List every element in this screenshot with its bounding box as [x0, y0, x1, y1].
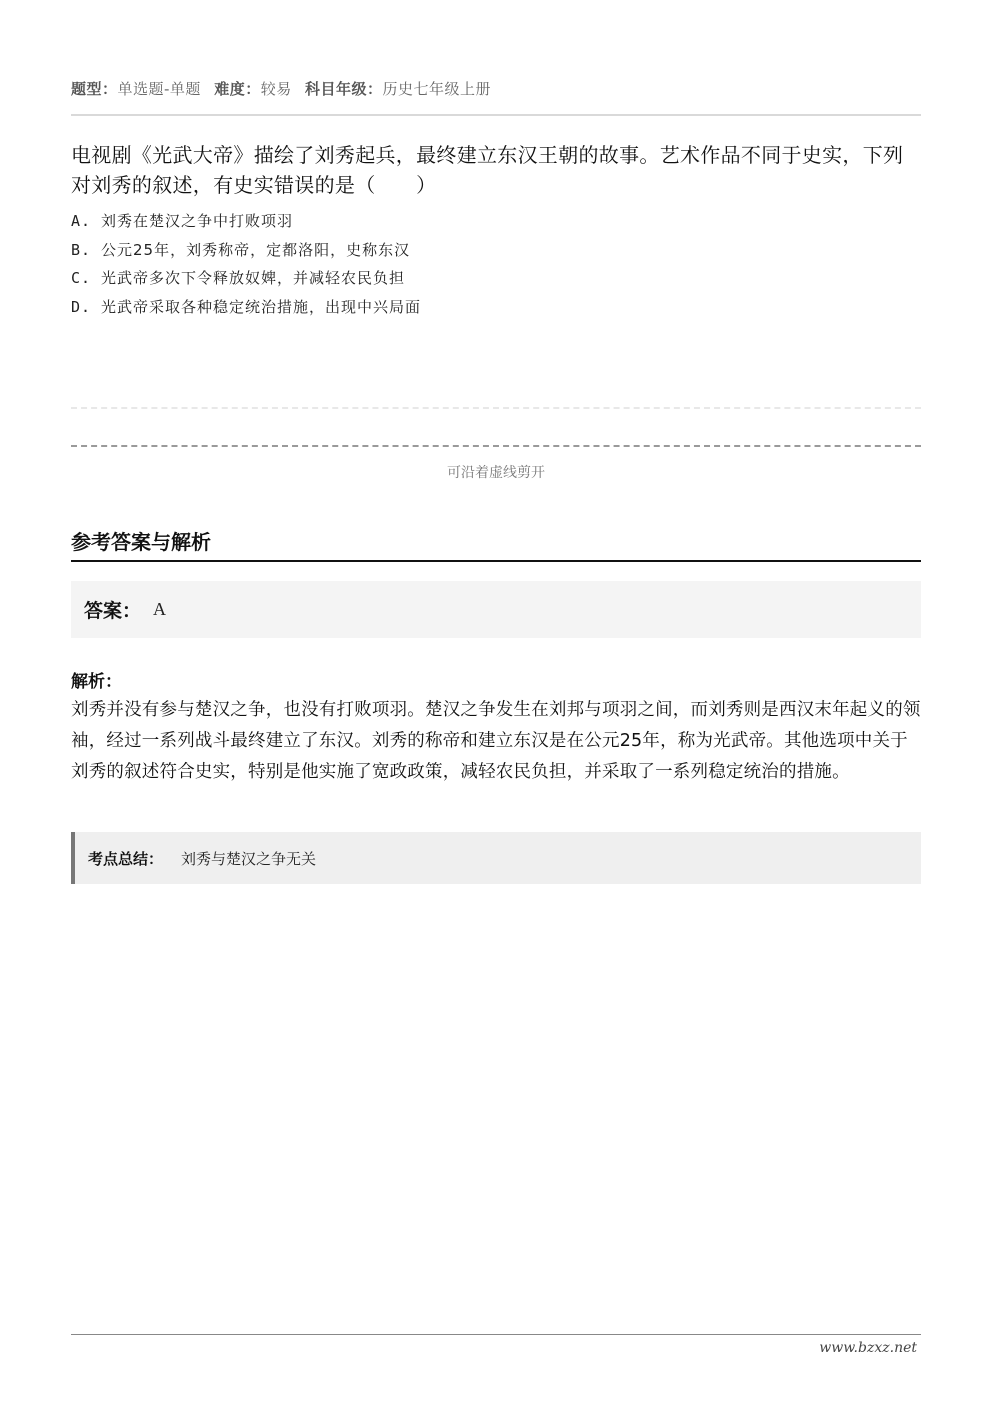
subject-label: 科目年级： — [305, 80, 383, 98]
option-letter: C. — [71, 269, 92, 287]
option-text: 刘秀在楚汉之争中打败项羽 — [101, 212, 294, 230]
answer-box — [71, 581, 921, 638]
analysis-label: 解析： — [71, 672, 122, 692]
answer-label: 答案： — [84, 600, 142, 622]
cut-hint: 可沿着虚线剪开 — [447, 465, 545, 481]
question-stem: 电视剧《光武大帝》描绘了刘秀起兵，最终建立东汉王朝的故事。艺术作品不同于史实，下列对刘秀的叙述，有史实错误的是（ ） — [71, 143, 904, 197]
option-a — [71, 207, 921, 236]
option-text: 公元25年，刘秀称帝，定都洛阳，史称东汉 — [101, 240, 411, 259]
option-text: 光武帝多次下令释放奴婢，并减轻农民负担 — [101, 269, 406, 287]
question-meta — [71, 78, 921, 99]
cut-dashed-line-light — [71, 407, 921, 409]
option-letter: A. — [71, 212, 92, 230]
option-letter: B. — [71, 240, 92, 259]
option-list — [71, 207, 921, 321]
subject-value: 历史七年级上册 — [382, 80, 492, 98]
option-letter: D. — [71, 297, 92, 316]
cut-dashed-line — [71, 445, 921, 447]
footer-divider — [71, 1334, 921, 1335]
footer-site-url: www.bzxz.net — [819, 1340, 917, 1356]
option-b — [71, 236, 921, 265]
solution-title: 参考答案与解析 — [71, 530, 211, 554]
answer-value: A — [153, 599, 167, 619]
option-d — [71, 293, 921, 322]
type-value: 单选题-单题 — [117, 80, 201, 98]
difficulty-value: 较易 — [260, 80, 292, 98]
option-c — [71, 264, 921, 293]
summary-value: 刘秀与楚汉之争无关 — [181, 849, 317, 868]
meta-divider — [71, 114, 921, 116]
difficulty-label: 难度： — [214, 80, 261, 98]
option-text: 光武帝采取各种稳定统治措施，出现中兴局面 — [101, 297, 422, 316]
type-label: 题型： — [71, 80, 118, 98]
analysis-text: 刘秀并没有参与楚汉之争，也没有打败项羽。楚汉之争发生在刘邦与项羽之间，而刘秀则是西汉末年起义的领袖，经过一系列战斗最终建立了东汉。刘秀的称帝和建立东汉是在公元25年，称为光武帝。其他选项中关于刘秀的叙述符合史实，特别是他实施了宽政政策，减轻农民负担，并采取了一系列稳定统治的措施。 — [71, 700, 921, 782]
summary-label: 考点总结： — [88, 849, 164, 868]
key-point-summary — [71, 832, 921, 884]
solution-divider — [71, 560, 921, 562]
